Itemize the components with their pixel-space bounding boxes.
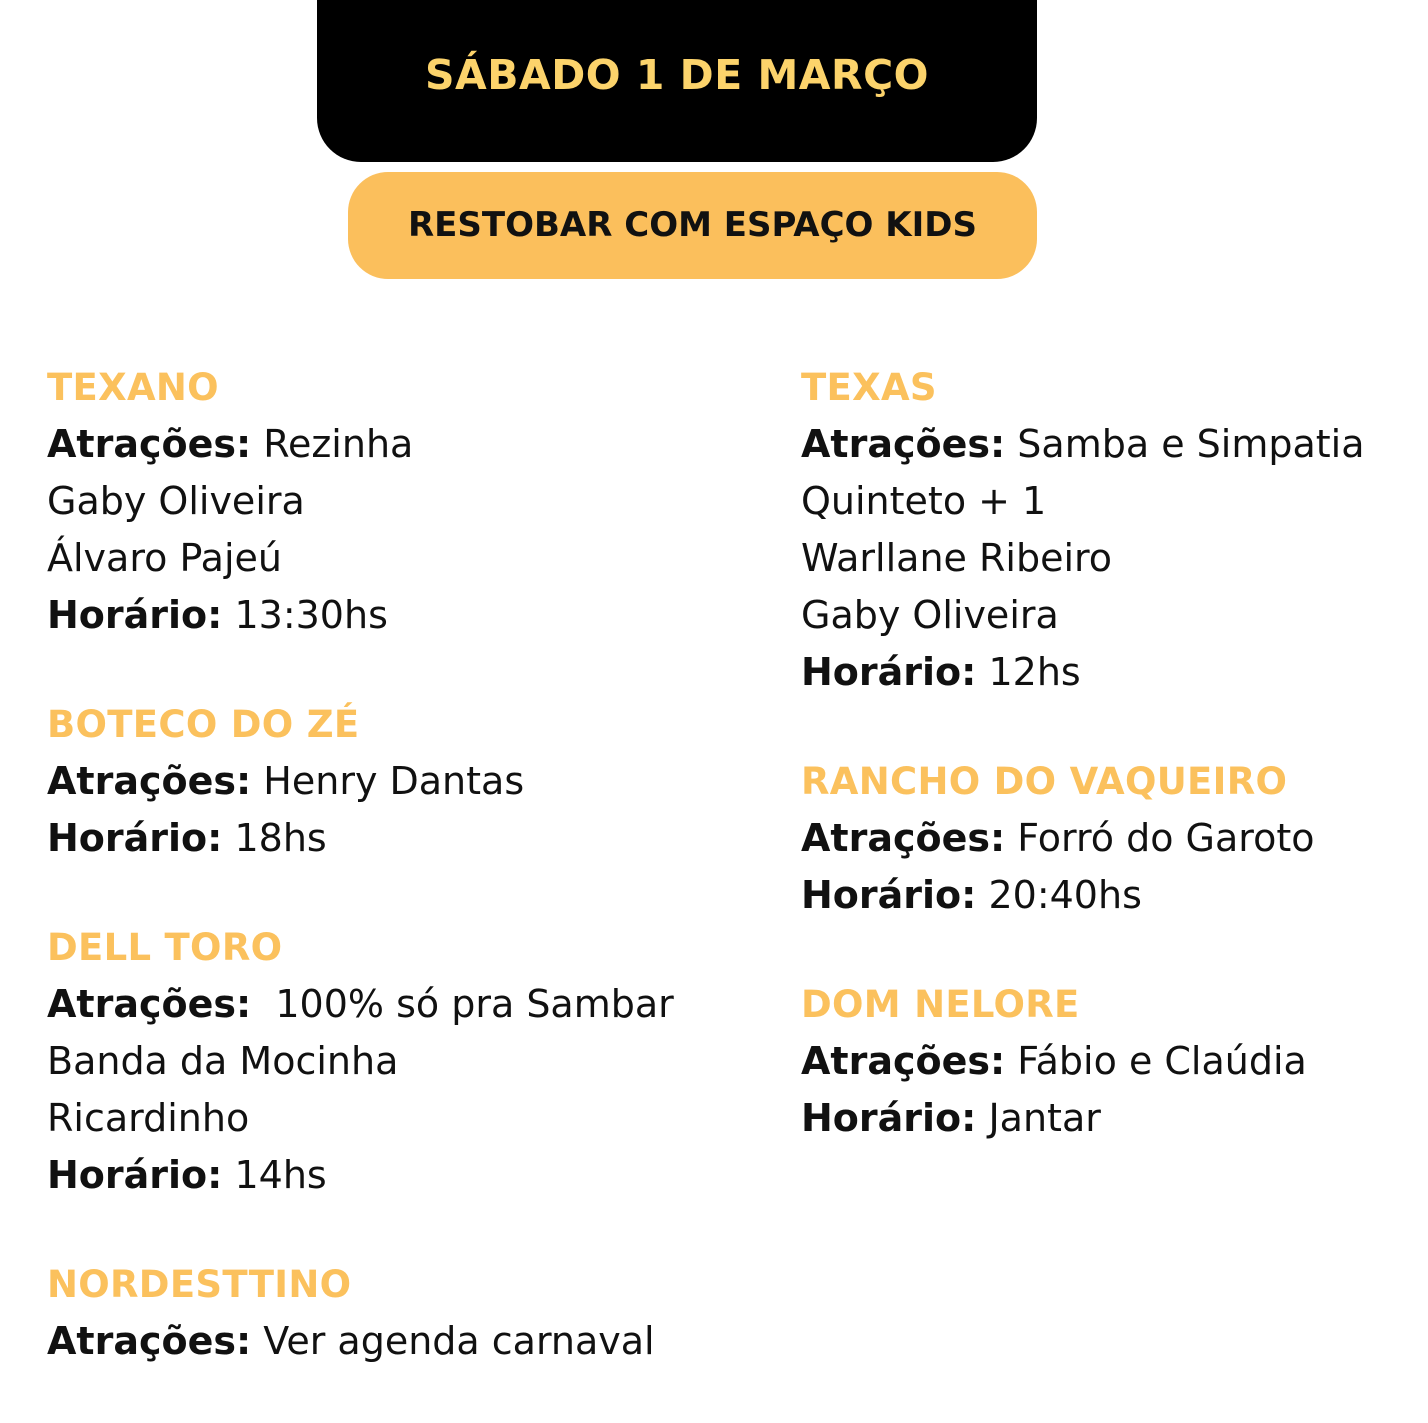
attraction-name: Rezinha (263, 422, 414, 466)
attractions-line (801, 1033, 1421, 1090)
attraction-item (47, 473, 767, 530)
venue-name: RANCHO DO VAQUEIRO (801, 760, 1288, 803)
time-label: Horário: (47, 816, 223, 860)
attractions-label: Atrações: (801, 422, 1006, 466)
time-label: Horário: (801, 650, 977, 694)
attraction-name: Gaby Oliveira (47, 479, 305, 523)
attraction-name: Fábio e Claúdia (1017, 1039, 1307, 1083)
attraction-item (47, 1033, 767, 1090)
time-label: Horário: (47, 593, 223, 637)
attraction-item (47, 530, 767, 587)
venue-texas (801, 360, 1421, 701)
restobar-label: RESTOBAR COM ESPAÇO KIDS (408, 204, 977, 245)
attractions-line (47, 976, 767, 1033)
attraction-name: 100% só pra Sambar (263, 982, 674, 1026)
time-label: Horário: (801, 873, 977, 917)
attraction-name: Ver agenda carnaval (263, 1319, 655, 1363)
attraction-name: Ricardinho (47, 1096, 250, 1140)
venue-name: DELL TORO (47, 926, 283, 969)
attraction-name: Forró do Garoto (1017, 816, 1315, 860)
time-line (801, 1090, 1421, 1147)
venue-dell-toro (47, 920, 767, 1204)
date-banner (317, 0, 1037, 162)
date-title: SÁBADO 1 DE MARÇO (424, 51, 930, 99)
time-value: 13:30hs (234, 593, 388, 637)
time-value: 14hs (234, 1153, 327, 1197)
venue-nordesttino (47, 1257, 767, 1370)
attraction-name: Gaby Oliveira (801, 593, 1059, 637)
time-value: 18hs (234, 816, 327, 860)
time-line (801, 867, 1421, 924)
attractions-label: Atrações: (47, 422, 252, 466)
attractions-line (801, 810, 1421, 867)
attractions-label: Atrações: (801, 1039, 1006, 1083)
time-line (801, 644, 1421, 701)
attractions-label: Atrações: (801, 816, 1006, 860)
attraction-item (47, 1090, 767, 1147)
time-line (47, 1147, 767, 1204)
attraction-item (801, 473, 1421, 530)
venue-name: DOM NELORE (801, 983, 1080, 1026)
time-label: Horário: (47, 1153, 223, 1197)
attraction-name: Samba e Simpatia (1017, 422, 1365, 466)
restobar-badge (348, 172, 1037, 279)
venue-column-left (47, 360, 767, 1423)
venue-name: TEXAS (801, 366, 937, 409)
attraction-item (801, 587, 1421, 644)
time-value: 20:40hs (988, 873, 1142, 917)
venue-column-right (801, 360, 1421, 1200)
venue-name: TEXANO (47, 366, 219, 409)
attractions-label: Atrações: (47, 759, 252, 803)
venue-name: NORDESTTINO (47, 1263, 352, 1306)
attraction-name: Quinteto + 1 (801, 479, 1047, 523)
attractions-label: Atrações: (47, 1319, 252, 1363)
attractions-line (47, 416, 767, 473)
attraction-name: Álvaro Pajeú (47, 536, 282, 580)
attractions-line (801, 416, 1421, 473)
attractions-label: Atrações: (47, 982, 252, 1026)
venue-dom-nelore (801, 977, 1421, 1147)
time-line (47, 810, 767, 867)
time-label: Horário: (801, 1096, 977, 1140)
attraction-name: Banda da Mocinha (47, 1039, 399, 1083)
time-value: 12hs (988, 650, 1081, 694)
attraction-name: Henry Dantas (263, 759, 525, 803)
attraction-name: Warllane Ribeiro (801, 536, 1113, 580)
attractions-line (47, 1313, 767, 1370)
attraction-item (801, 530, 1421, 587)
time-value: Jantar (988, 1096, 1101, 1140)
venue-texano (47, 360, 767, 644)
venue-name: BOTECO DO ZÉ (47, 703, 360, 746)
time-line (47, 587, 767, 644)
venue-rancho-do-vaqueiro (801, 754, 1421, 924)
attractions-line (47, 753, 767, 810)
venue-boteco-do-ze (47, 697, 767, 867)
